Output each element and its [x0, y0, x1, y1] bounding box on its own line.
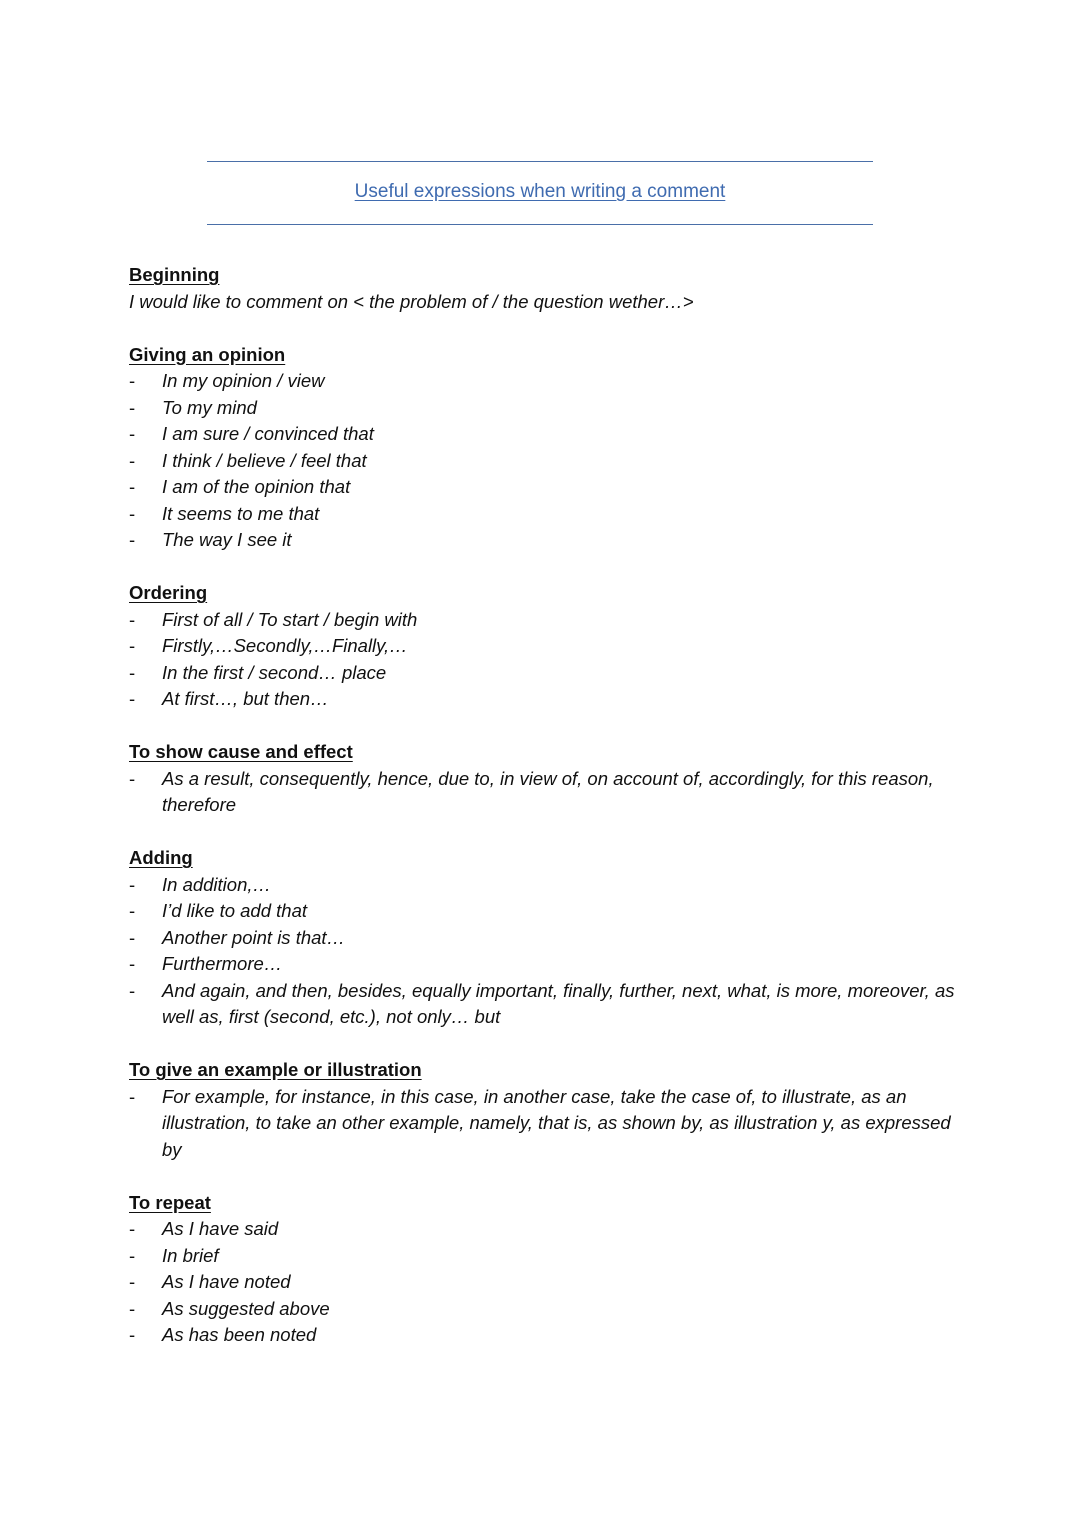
bullet-dash: - [129, 873, 136, 895]
bullet-dash: - [129, 476, 136, 497]
bullet-dash: - [129, 396, 136, 418]
list-item [129, 925, 959, 952]
list-item-text: At first…, but then… [162, 688, 329, 709]
section-paragraph: I would like to comment on < the problem of / the question wether…> [129, 290, 694, 312]
list-item-text: As suggested above [162, 1297, 330, 1319]
list-item [129, 1269, 959, 1296]
bullet-dash: - [129, 423, 136, 444]
section-heading: To repeat [129, 1191, 211, 1213]
list-item [129, 633, 959, 660]
bullet-dash: - [129, 635, 136, 656]
list-item-text: In brief [162, 1244, 219, 1266]
bullet-dash: - [129, 900, 136, 921]
section-beginning [129, 262, 959, 315]
list-item [129, 951, 959, 978]
bullet-dash: - [129, 1244, 136, 1266]
list-item-text: Firstly,…Secondly,…Finally,… [162, 635, 408, 656]
expression-list [129, 872, 959, 1031]
bullet-dash: - [129, 1085, 136, 1107]
list-item-text: To my mind [162, 396, 257, 418]
list-item [129, 978, 959, 1031]
title-bottom-rule [207, 224, 873, 225]
section-to-give-an-example-or-illustration [129, 1057, 959, 1163]
title-top-rule [207, 161, 873, 162]
expression-list [129, 368, 959, 554]
bullet-dash: - [129, 502, 136, 524]
list-item [129, 1243, 959, 1270]
list-item-text: As has been noted [162, 1324, 317, 1345]
section-heading: To give an example or illustration [129, 1059, 422, 1080]
list-item [129, 474, 959, 501]
section-giving-an-opinion [129, 342, 959, 554]
list-item [129, 872, 959, 899]
list-item-text: Another point is that… [162, 926, 346, 948]
list-item [129, 766, 959, 819]
bullet-dash: - [129, 953, 136, 974]
list-item [129, 421, 959, 448]
bullet-dash: - [129, 1324, 136, 1345]
section-heading: Ordering [129, 582, 208, 603]
list-item [129, 1216, 959, 1243]
section-heading: To show cause and effect [129, 741, 353, 762]
list-item-text: I think / believe / feel that [162, 449, 367, 471]
list-item [129, 607, 959, 634]
section-heading: Beginning [129, 264, 220, 285]
list-item [129, 1296, 959, 1323]
list-item [129, 1322, 959, 1349]
list-item-text: The way I see it [162, 529, 292, 550]
expression-list [129, 766, 959, 819]
bullet-dash: - [129, 449, 136, 471]
list-item-text: And again, and then, besides, equally important, finally, further, next, what, is more, moreover, as well as, first (second, etc.), not only… but [162, 979, 955, 1027]
list-item [129, 527, 959, 554]
bullet-dash: - [129, 608, 136, 630]
document-body [129, 262, 959, 1375]
section-heading: Adding [129, 847, 193, 868]
section-heading: Giving an opinion [129, 343, 286, 365]
list-item-text: First of all / To start / begin with [162, 608, 418, 630]
bullet-dash: - [129, 688, 136, 709]
bullet-dash: - [129, 661, 136, 683]
list-item-text: In the first / second… place [162, 661, 387, 683]
list-item [129, 395, 959, 422]
bullet-dash: - [129, 1271, 136, 1292]
expression-list [129, 607, 959, 713]
bullet-dash: - [129, 926, 136, 948]
list-item-text: For example, for instance, in this case, in another case, take the case of, to illustrate, as an illustration, to take an other example, namely, that is, as shown by, as illustration y, as expressed by [162, 1085, 951, 1160]
list-item-text: It seems to me that [162, 502, 320, 524]
list-item-text: In my opinion / view [162, 370, 325, 391]
bullet-dash: - [129, 767, 136, 789]
list-item [129, 686, 959, 713]
list-item-text: I’d like to add that [162, 900, 308, 921]
bullet-dash: - [129, 979, 136, 1001]
list-item-text: As I have noted [162, 1271, 291, 1292]
section-to-show-cause-and-effect [129, 739, 959, 819]
list-item [129, 898, 959, 925]
list-item-text: Furthermore… [162, 953, 283, 974]
list-item [129, 1084, 959, 1164]
section-ordering [129, 580, 959, 713]
bullet-dash: - [129, 1218, 136, 1239]
list-item-text: I am sure / convinced that [162, 423, 374, 444]
list-item [129, 501, 959, 528]
list-item-text: As a result, consequently, hence, due to, in view of, on account of, accordingly, for this reason, therefore [162, 767, 934, 815]
expression-list [129, 1084, 959, 1164]
bullet-dash: - [129, 1297, 136, 1319]
bullet-dash: - [129, 529, 136, 550]
section-adding [129, 845, 959, 1031]
list-item [129, 448, 959, 475]
list-item [129, 660, 959, 687]
list-item-text: As I have said [162, 1218, 279, 1239]
bullet-dash: - [129, 370, 136, 391]
list-item-text: I am of the opinion that [162, 476, 351, 497]
expression-list [129, 1216, 959, 1349]
document-title: Useful expressions when writing a comment [354, 181, 726, 202]
list-item [129, 368, 959, 395]
section-to-repeat [129, 1190, 959, 1349]
list-item-text: In addition,… [162, 873, 272, 895]
